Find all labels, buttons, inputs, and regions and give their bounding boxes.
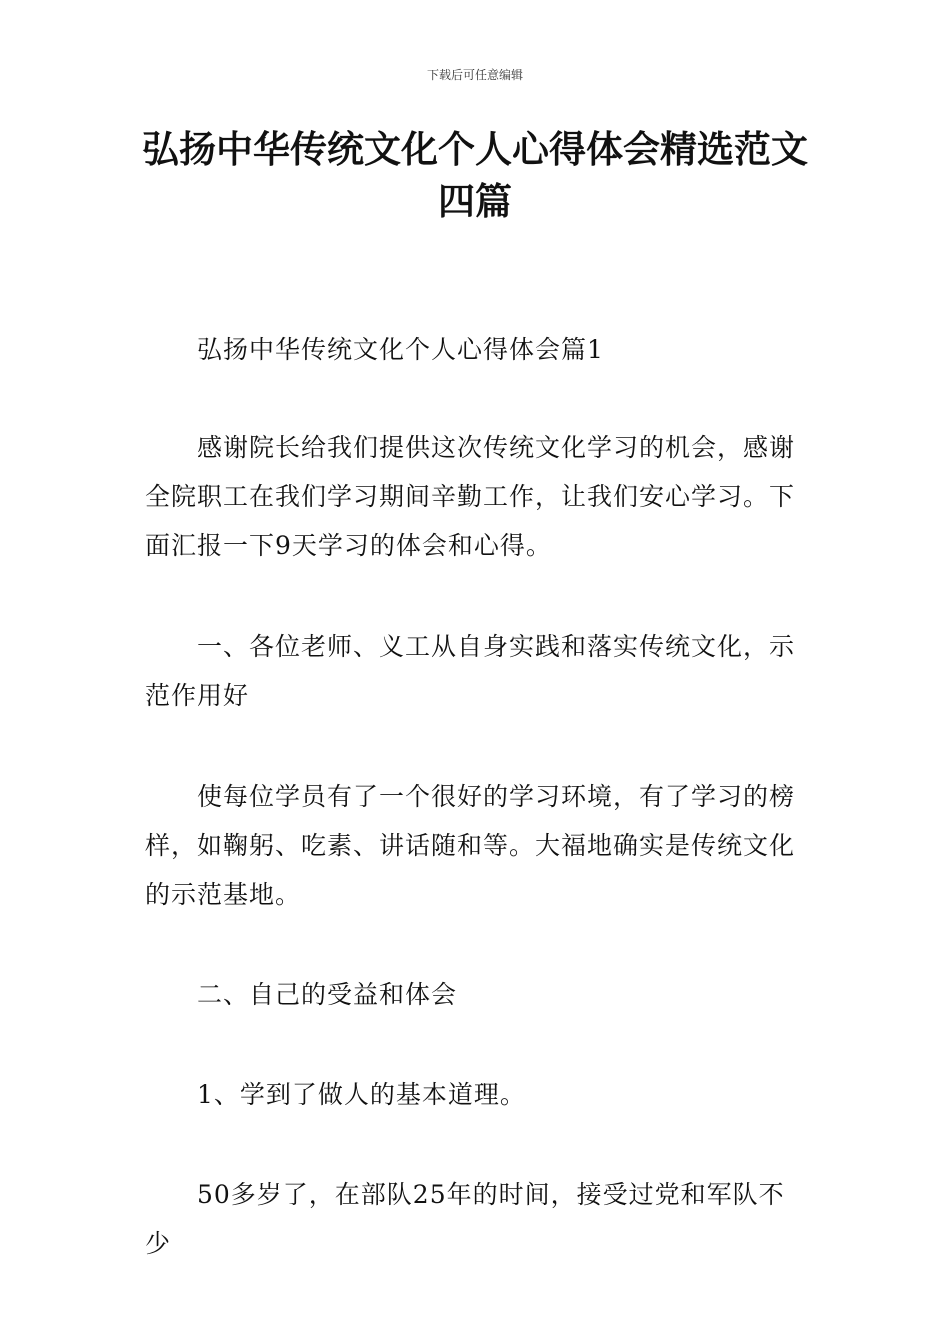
paragraph-text: 感谢院长给我们提供这次传统文化学习的机会，感谢全院职工在我们学习期间辛勤工作，让我们安心学习。下面汇报一下9天学习的体会和心得。 [145,433,796,560]
paragraph-text: 一、各位老师、义工从自身实践和落实传统文化，示范作用好 [145,632,796,710]
paragraph-text: 1、学到了做人的基本道理。 [197,1080,526,1109]
section-heading-text: 弘扬中华传统文化个人心得体会篇1 [197,335,604,364]
paragraph [145,1070,810,1119]
paragraph [145,970,810,1019]
document-title: 弘扬中华传统文化个人心得体会精选范文四篇 [142,128,808,223]
paragraph [145,1170,810,1268]
section-heading [145,325,810,374]
paragraph [145,772,810,919]
header-note: 下载后可任意编辑 [426,68,523,82]
paragraph [145,622,810,720]
paragraph-text: 二、自己的受益和体会 [197,980,458,1009]
paragraph-text: 使每位学员有了一个很好的学习环境，有了学习的榜样，如鞠躬、吃素、讲话随和等。大福地确实是传统文化的示范基地。 [145,782,796,909]
paragraph [145,423,810,570]
paragraph-text: 50多岁了，在部队25年的时间，接受过党和军队不少 [145,1180,785,1258]
